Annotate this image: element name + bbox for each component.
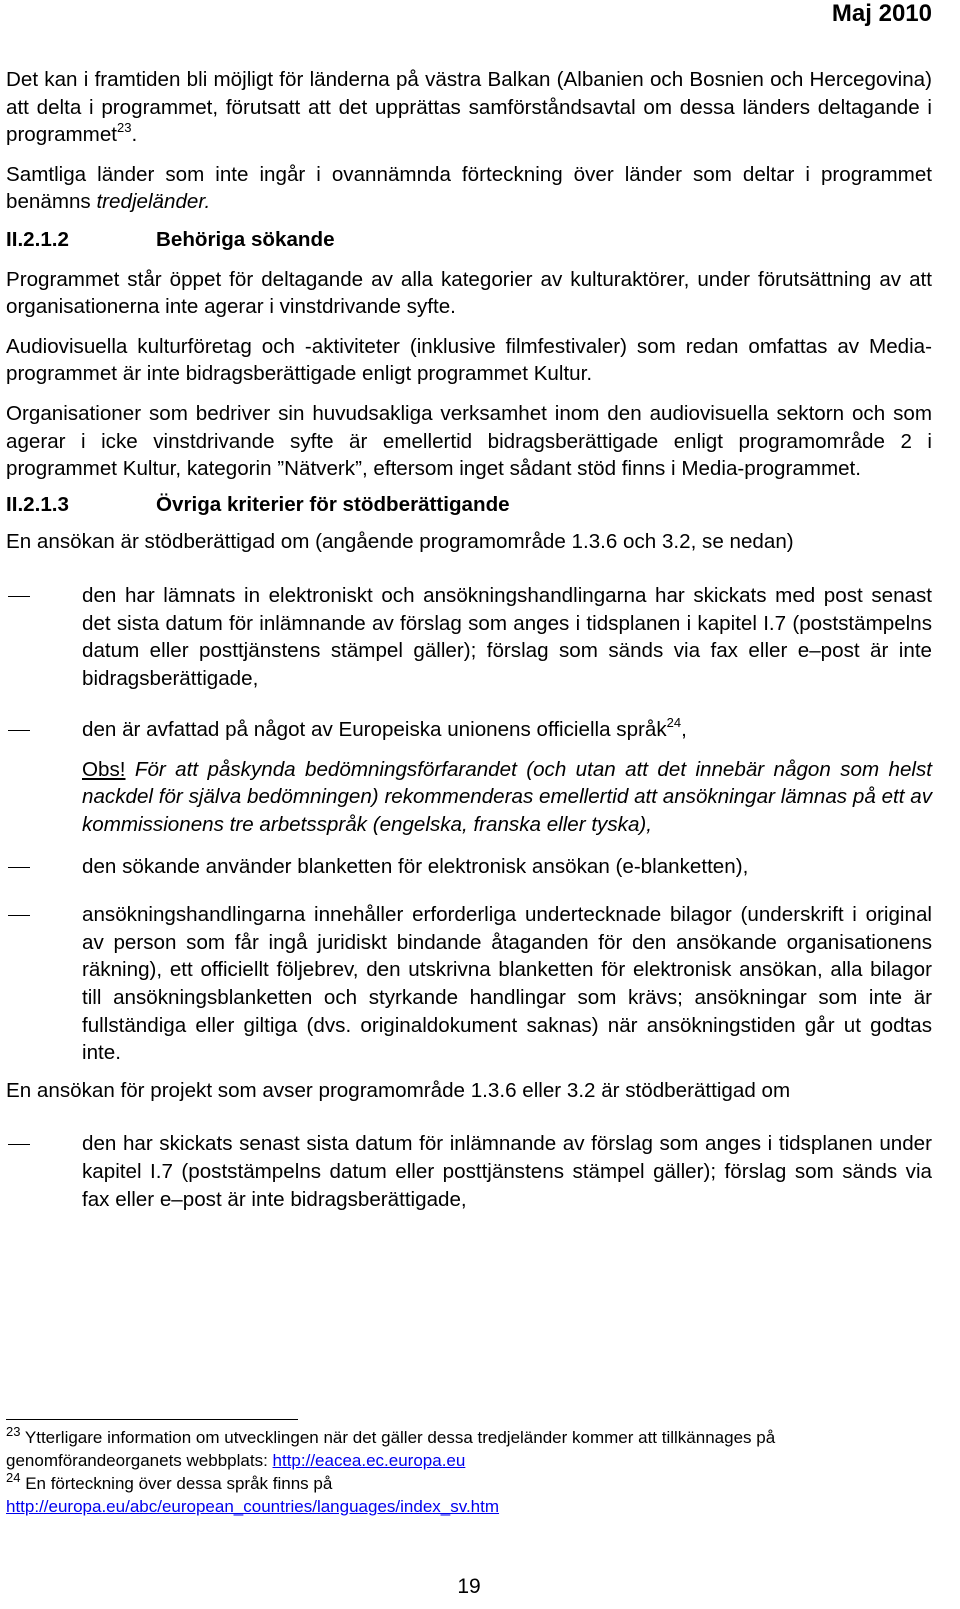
obs-label: Obs! <box>82 757 126 781</box>
eacea-link[interactable]: http://eacea.ec.europa.eu <box>272 1451 466 1470</box>
footnote-text: Ytterligare information om utvecklingen när det gäller dessa tredjeländer kommer att tillkännages på genomförandeorganets webbplats: <box>6 1428 776 1470</box>
footnote-24 <box>6 1472 932 1495</box>
dash-bullet-icon <box>6 853 82 881</box>
body-text <box>6 66 932 1213</box>
intro-paragraph-balkan-text: Det kan i framtiden bli möjligt för länderna på västra Balkan (Albanien och Bosnien och Hercegovina) att delta i programmet, förutsatt att det upprättas samförståndsavtal om dessa länders deltagande i programmet <box>6 68 932 147</box>
footnote-number: 24 <box>6 1470 21 1485</box>
eligible-paragraph-1: Programmet står öppet för deltagande av alla kategorier av kulturaktörer, under förutsättning av att organisationerna inte agerar i vinstdrivande syfte. <box>6 267 932 319</box>
list-item-text: ansökningshandlingarna innehåller erforderliga undertecknade bilagor (underskrift i original av person som får ingå juridiskt bindande åtaganden för den ansökande organisationens räkning), ett officiellt följebrev, den utskrivna blanketten för elektronisk ansökan, alla bilagor till ansökningsblanketten och styrkande handlingar som krävs; ansökningar som inte är fullständiga eller giltiga (dvs. originaldokument saknas) när ansökningstiden går ut godtas inte. <box>82 903 932 1065</box>
footnote-number: 23 <box>6 1424 21 1439</box>
criteria-intro: En ansökan är stödberättigad om (angående programområde 1.3.6 och 3.2, se nedan) <box>6 530 794 554</box>
footnotes <box>6 1419 932 1518</box>
section-heading-other-criteria <box>6 491 932 519</box>
eligible-paragraph-3: Organisationer som bedriver sin huvudsakliga verksamhet inom den audiovisuella sektorn och som agerar i icke vinstdrivande syfte är emellertid bidragsberättigade enligt programområde 2 i programmet Kultur, kategorin ”Nätverk”, eftersom inget sådant stöd finns i Media-programmet. <box>6 401 932 481</box>
header-date: Maj 2010 <box>831 0 932 27</box>
section-heading-eligible-applicants <box>6 226 932 254</box>
third-countries-term: tredjeländer. <box>96 190 211 214</box>
section-title: Behöriga sökande <box>156 227 335 251</box>
list-item-text: den har lämnats in elektroniskt och ansökningshandlingarna har skickats med post senast det sista datum för inlämnande av förslag som anges i tidsplanen i kapitel I.7 (poststämpelns datum eller posttjänstens stämpel gäller); förslag som sänds via fax eller e–post är inte bidragsberättigade, <box>82 583 932 690</box>
eligible-paragraph-2: Audiovisuella kulturföretag och -aktiviteter (inklusive filmfestivaler) som redan omfattas av Media-programmet är inte bidragsberättigade enligt programmet Kultur. <box>6 334 932 386</box>
list-item <box>6 853 932 881</box>
footnote-ref-24[interactable]: 24 <box>666 715 682 731</box>
footnote-23 <box>6 1426 932 1472</box>
list-item <box>6 716 932 744</box>
footnote-24-link-line <box>6 1495 932 1518</box>
intro-paragraph-balkan-end: . <box>131 123 138 147</box>
list-item-text-language <box>82 716 932 744</box>
intro-paragraph-balkan <box>6 66 932 149</box>
project-criteria-intro: En ansökan för projekt som avser programområde 1.3.6 eller 3.2 är stödberättigad om <box>6 1078 791 1102</box>
list-item <box>6 582 932 692</box>
page-number: 19 <box>457 1575 481 1598</box>
dash-bullet-icon <box>6 582 82 692</box>
list-item <box>6 901 932 1067</box>
footnote-ref-23[interactable]: 23 <box>117 120 132 136</box>
document-page <box>6 0 932 1609</box>
language-text: den är avfattad på något av Europeiska unionens officiella språk <box>82 718 667 742</box>
languages-link[interactable]: http://europa.eu/abc/european_countries/languages/index_sv.htm <box>6 1497 500 1516</box>
language-text-end: , <box>681 718 687 742</box>
dash-bullet-icon <box>6 716 82 744</box>
list-item-text: den sökande använder blanketten för elektronisk ansökan (e-blanketten), <box>82 854 749 878</box>
obs-text: För att påskynda bedömningsförfarandet (och utan att det innebär någon som helst nackdel för själva bedömningen) rekommenderas emellertid att ansökningar lämnas på ett av kommissionens tre arbetsspråk (engelska, franska eller tyska), <box>82 757 932 837</box>
dash-bullet-icon <box>6 901 82 1067</box>
intro-paragraph-third-countries <box>6 161 932 216</box>
section-number: II.2.1.3 <box>6 492 69 516</box>
section-title: Övriga kriterier för stödberättigande <box>156 492 510 516</box>
list-item <box>6 1130 932 1213</box>
footnote-text: En förteckning över dessa språk finns på <box>20 1474 333 1493</box>
list-item-text: den har skickats senast sista datum för inlämnande av förslag som anges i tidsplanen under kapitel I.7 (poststämpelns datum eller posttjänstens stämpel gäller); förslag som sänds via fax eller e–post är inte bidragsberättigade, <box>82 1132 932 1211</box>
dash-bullet-icon <box>6 1130 82 1213</box>
section-number: II.2.1.2 <box>6 227 69 251</box>
obs-note <box>82 756 932 839</box>
third-countries-text: Samtliga länder som inte ingår i ovannämnda förteckning över länder som deltar i programmet benämns <box>6 162 932 214</box>
footnote-separator <box>6 1419 298 1420</box>
